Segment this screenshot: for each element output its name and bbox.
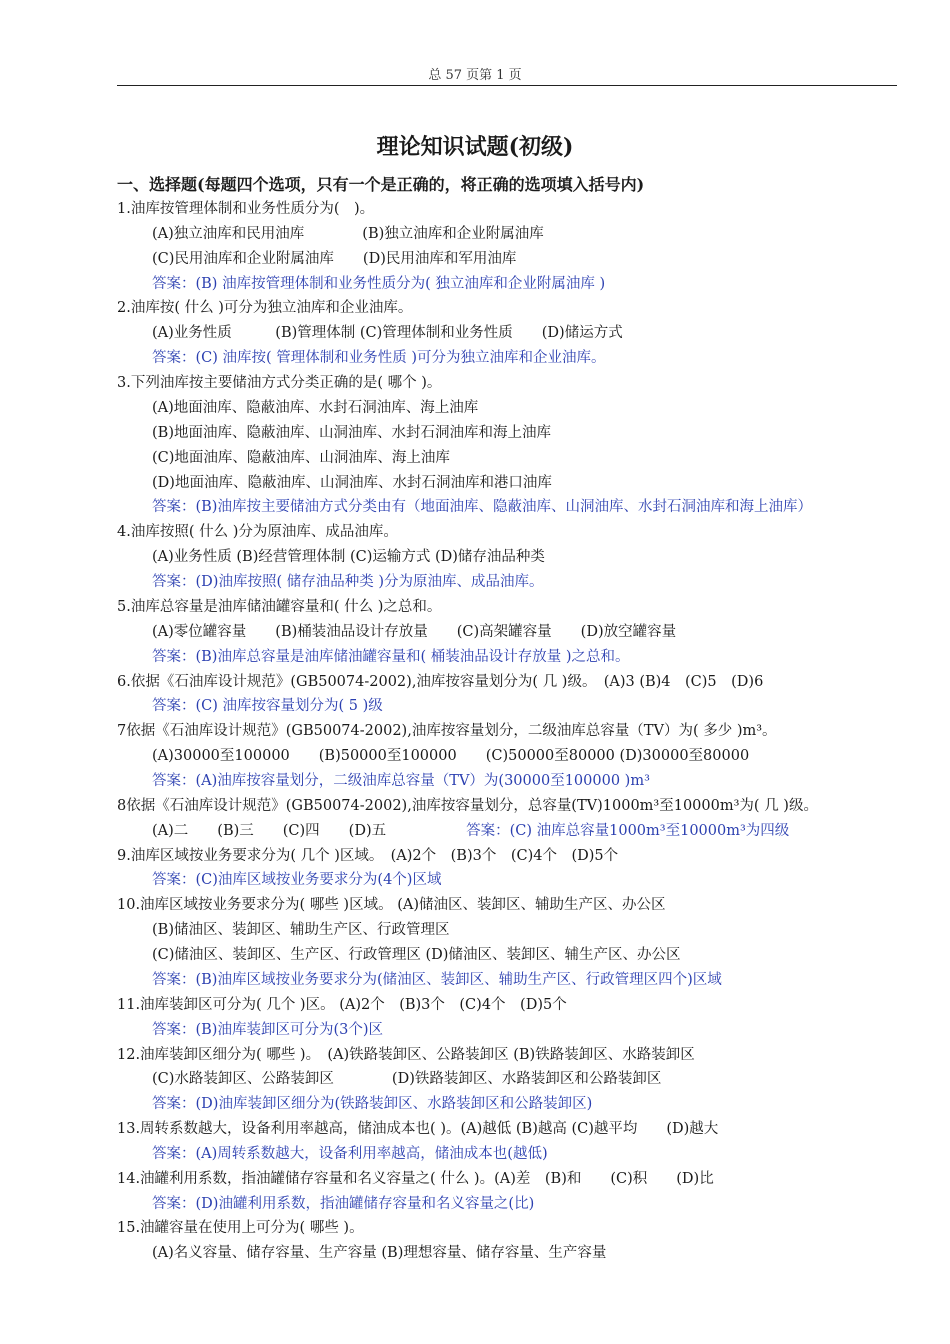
line-text: 14.油罐利用系数，指油罐储存容量和名义容量之( 什么 )。(A)差 (B)和 (C)积 (D)比 — [117, 1171, 714, 1187]
option-text — [152, 622, 676, 642]
answer-text — [152, 970, 722, 990]
answer-text — [152, 1094, 592, 1114]
option-text — [152, 423, 551, 443]
line-text: (A)地面油库、隐蔽油库、水封石洞油库、海上油库 — [152, 400, 479, 416]
line-text: 答案：(C) 油库按容量划分为( 5 )级 — [152, 698, 383, 714]
answer-text — [152, 870, 441, 890]
option-text — [152, 821, 789, 841]
line-text: 2.油库按( 什么 )可分为独立油库和企业油库。 — [117, 300, 413, 316]
option-text — [152, 448, 450, 468]
answer-text — [152, 1144, 548, 1164]
line-text: (A)独立油库和民用油库 (B)独立油库和企业附属油库 — [152, 226, 544, 242]
answer-text — [152, 572, 543, 592]
option-text — [152, 1069, 661, 1089]
line-text: (C)储油区、装卸区、生产区、行政管理区 (D)储油区、装卸区、辅生产区、办公区 — [152, 947, 681, 963]
answer-text — [152, 274, 605, 294]
question-text — [117, 373, 441, 393]
question-text — [117, 995, 567, 1015]
line-text: 答案：(A)油库按容量划分，二级油库总容量（TV）为(30000至100000 )m³ — [152, 773, 650, 789]
line-text: (A)30000至100000 (B)50000至100000 (C)50000至80000 (D)30000至80000 — [152, 748, 750, 764]
line-text: 6.依据《石油库设计规范》(GB50074-2002),油库按容量划分为( 几 )级。 (A)3 (B)4 (C)5 (D)6 — [117, 674, 764, 690]
option-text — [152, 746, 749, 766]
option-text — [152, 945, 680, 965]
line-text: 答案：(C) 油库按( 管理体制和业务性质 )可分为独立油库和企业油库。 — [152, 350, 606, 366]
question-text — [117, 298, 412, 318]
line-text: 答案：(B)油库总容量是油库储油罐容量和( 桶装油品设计存放量 )之总和。 — [152, 649, 630, 665]
header-divider — [117, 85, 897, 86]
question-text — [117, 721, 777, 741]
question-text — [117, 1169, 714, 1189]
line-text: 4.油库按照( 什么 )分为原油库、成品油库。 — [117, 524, 398, 540]
page-header: 总 57 页第 1 页 — [428, 68, 522, 83]
option-text — [152, 249, 516, 269]
option-text — [152, 398, 478, 418]
line-text: (D)地面油库、隐蔽油库、山洞油库、水封石洞油库和港口油库 — [152, 475, 552, 491]
question-text — [117, 846, 618, 866]
line-text: 答案：(D)油罐利用系数，指油罐储存容量和名义容量之(比) — [152, 1196, 535, 1212]
question-text — [117, 672, 763, 692]
line-text: (B)地面油库、隐蔽油库、山洞油库、水封石洞油库和海上油库 — [152, 425, 551, 441]
line-text: (A)二 (B)三 (C)四 (D)五 — [152, 823, 387, 839]
option-text — [152, 323, 623, 343]
option-text — [152, 224, 544, 244]
line-text: 1.油库按管理体制和业务性质分为( )。 — [117, 201, 375, 217]
line-text: (C)水路装卸区、公路装卸区 (D)铁路装卸区、水路装卸区和公路装卸区 — [152, 1071, 662, 1087]
line-text: 3.下列油库按主要储油方式分类正确的是( 哪个 )。 — [117, 375, 442, 391]
line-text: 答案：(C)油库区域按业务要求分为(4个)区域 — [152, 872, 442, 888]
question-text — [117, 199, 374, 219]
line-text: (A)业务性质 (B)经营管理体制 (C)运输方式 (D)储存油品种类 — [152, 549, 545, 565]
line-text: 10.油库区域按业务要求分为( 哪些 )区域。 (A)储油区、装卸区、辅助生产区、办公区 — [117, 897, 666, 913]
page-title: 理论知识试题(初级) — [376, 134, 574, 160]
option-text — [152, 920, 449, 940]
line-text: 答案：(D)油库按照( 储存油品种类 )分为原油库、成品油库。 — [152, 574, 544, 590]
line-text: (A)名义容量、储存容量、生产容量 (B)理想容量、储存容量、生产容量 — [152, 1245, 607, 1261]
line-text: 答案：(A)周转系数越大，设备利用率越高，储油成本也(越低) — [152, 1146, 548, 1162]
line-text: 答案：(B)油库区域按业务要求分为(储油区、装卸区、辅助生产区、行政管理区四个)区域 — [152, 972, 722, 988]
section-heading: 一、选择题(每题四个选项，只有一个是正确的，将正确的选项填入括号内) — [117, 175, 645, 194]
line-text: 答案：(D)油库装卸区细分为(铁路装卸区、水路装卸区和公路装卸区) — [152, 1096, 593, 1112]
line-text: 11.油库装卸区可分为( 几个 )区。 (A)2个 (B)3个 (C)4个 (D)5个 — [117, 997, 567, 1013]
option-text — [152, 1243, 606, 1263]
option-text — [152, 473, 552, 493]
line-text: 答案：(B)油库装卸区可分为(3个)区 — [152, 1022, 384, 1038]
line-text: (C)地面油库、隐蔽油库、山洞油库、海上油库 — [152, 450, 450, 466]
line-text: 答案：(B)油库按主要储油方式分类由有（地面油库、隐蔽油库、山洞油库、水封石洞油库和海上油库） — [152, 499, 812, 515]
question-text — [117, 1119, 718, 1139]
option-text — [152, 547, 545, 567]
question-text — [117, 597, 441, 617]
line-text: 7依据《石油库设计规范》(GB50074-2002),油库按容量划分，二级油库总容量（TV）为( 多少 )m³。 — [117, 723, 777, 739]
answer-text — [152, 696, 383, 716]
line-text: 9.油库区域按业务要求分为( 几个 )区域。 (A)2个 (B)3个 (C)4个 (D)5个 — [117, 848, 619, 864]
line-text: (B)储油区、装卸区、辅助生产区、行政管理区 — [152, 922, 450, 938]
answer-text — [152, 1194, 534, 1214]
line-text: 15.油罐容量在使用上可分为( 哪些 )。 — [117, 1220, 364, 1236]
line-text: 5.油库总容量是油库储油罐容量和( 什么 )之总和。 — [117, 599, 442, 615]
question-text — [117, 522, 398, 542]
question-text — [117, 1045, 695, 1065]
question-text — [117, 895, 665, 915]
answer-text: 答案：(C) 油库总容量1000m³至10000m³为四级 — [466, 823, 790, 839]
question-text — [117, 1218, 364, 1238]
answer-text — [152, 497, 812, 517]
answer-text — [152, 647, 630, 667]
line-text: (A)零位罐容量 (B)桶装油品设计存放量 (C)高架罐容量 (D)放空罐容量 — [152, 624, 677, 640]
line-text: 13.周转系数越大，设备利用率越高，储油成本也( )。(A)越低 (B)越高 (C)越平均 (D)越大 — [117, 1121, 719, 1137]
answer-text — [152, 1020, 383, 1040]
line-text: 12.油库装卸区细分为( 哪些 )。 (A)铁路装卸区、公路装卸区 (B)铁路装卸区、水路装卸区 — [117, 1047, 695, 1063]
question-text — [117, 796, 818, 816]
line-text: (C)民用油库和企业附属油库 (D)民用油库和军用油库 — [152, 251, 517, 267]
line-text: (A)业务性质 (B)管理体制 (C)管理体制和业务性质 (D)储运方式 — [152, 325, 623, 341]
answer-text — [152, 348, 606, 368]
line-text: 8依据《石油库设计规范》(GB50074-2002),油库按容量划分，总容量(TV)1000m³至10000m³为( 几 )级。 — [117, 798, 818, 814]
answer-text — [152, 771, 650, 791]
line-text: 答案：(B) 油库按管理体制和业务性质分为( 独立油库和企业附属油库 ) — [152, 276, 606, 292]
